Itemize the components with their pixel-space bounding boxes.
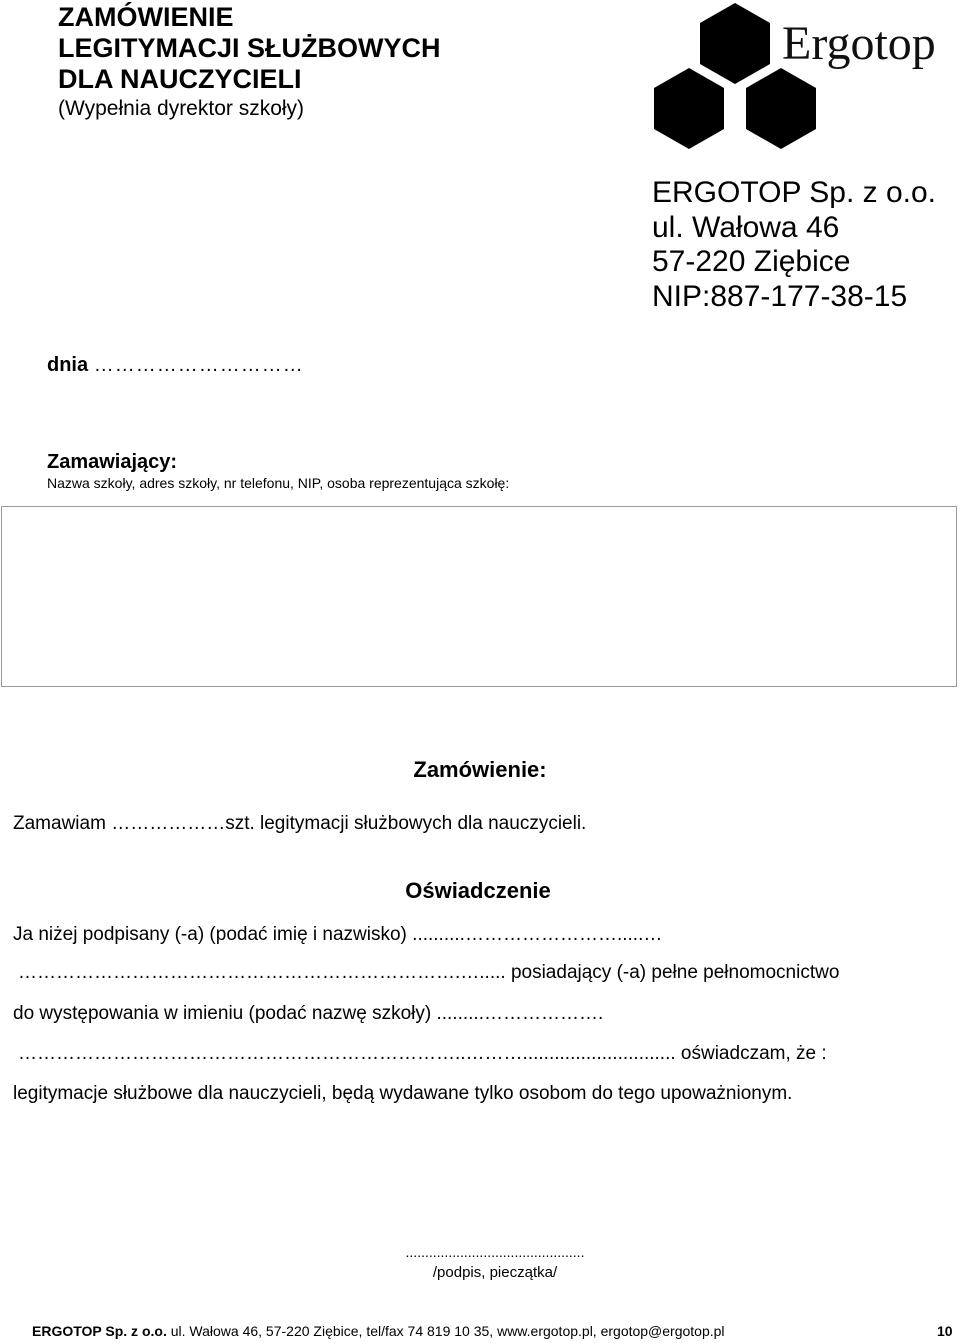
declaration-line-1[interactable]: Ja niżej podpisany (-a) (podać imię i nazwisko) ..........…………………….....… bbox=[13, 924, 663, 945]
order-heading: Zamówienie: bbox=[413, 757, 547, 782]
signature-label: /podpis, pieczątka/ bbox=[432, 1264, 558, 1281]
signature-dots[interactable]: .............................................. bbox=[405, 1244, 585, 1260]
orderer-label: Zamawiający: bbox=[47, 451, 178, 473]
company-street: ul. Wałowa 46 bbox=[652, 210, 840, 244]
form-subtitle: (Wypełnia dyrektor szkoły) bbox=[58, 97, 305, 120]
declaration-line-2[interactable]: …………………………………………………………….…..... posiadający (-a) pełne pełnomocnictwo bbox=[18, 962, 840, 983]
footer-company: ERGOTOP Sp. z o.o. bbox=[32, 1323, 167, 1339]
declaration-line-4[interactable]: ……………………………………………………………..………............................. oświadczam, że : bbox=[18, 1043, 827, 1064]
order-line bbox=[13, 813, 586, 835]
logo-hexagon-right bbox=[746, 68, 816, 149]
declaration-line-3[interactable]: do występowania w imieniu (podać nazwę szkoły) .........………………. bbox=[13, 1003, 604, 1024]
date-field[interactable] bbox=[47, 354, 304, 377]
title-line-1: ZAMÓWIENIE bbox=[58, 2, 234, 32]
page-number: 10 bbox=[937, 1323, 953, 1339]
logo-wordmark: Ergotop bbox=[782, 17, 936, 70]
company-city: 57-220 Ziębice bbox=[652, 245, 851, 278]
orderer-hint: Nazwa szkoły, adres szkoły, nr telefonu, NIP, osoba reprezentująca szkołę: bbox=[47, 475, 510, 491]
company-name: ERGOTOP Sp. z o.o. bbox=[652, 176, 937, 209]
declaration-line-5: legitymacje służbowe dla nauczycieli, będą wydawane tylko osobom do tego upoważnionym. bbox=[13, 1083, 793, 1104]
date-dots[interactable]: ………………………… bbox=[93, 354, 304, 376]
logo-hexagon-left bbox=[654, 68, 724, 149]
company-address bbox=[652, 176, 936, 314]
order-suffix: szt. legitymacji służbowych dla nauczycieli. bbox=[225, 813, 587, 834]
company-nip: NIP:887-177-38-15 bbox=[652, 279, 908, 313]
order-prefix: Zamawiam bbox=[13, 813, 106, 834]
page-footer bbox=[32, 1323, 725, 1339]
footer-details: ul. Wałowa 46, 57-220 Ziębice, tel/fax 74 819 10 35, www.ergotop.pl, ergotop@ergotop.pl bbox=[170, 1323, 725, 1339]
title-line-3: DLA NAUCZYCIELI bbox=[58, 64, 302, 94]
orderer-details-box[interactable] bbox=[1, 506, 957, 687]
order-quantity-dots[interactable]: ……………… bbox=[111, 813, 226, 834]
logo-hexagon-top bbox=[700, 3, 770, 84]
form-title bbox=[58, 2, 441, 123]
date-label: dnia bbox=[47, 354, 89, 376]
title-line-2: LEGITYMACJI SŁUŻBOWYCH bbox=[58, 33, 441, 63]
declaration-heading: Oświadczenie bbox=[405, 878, 551, 903]
